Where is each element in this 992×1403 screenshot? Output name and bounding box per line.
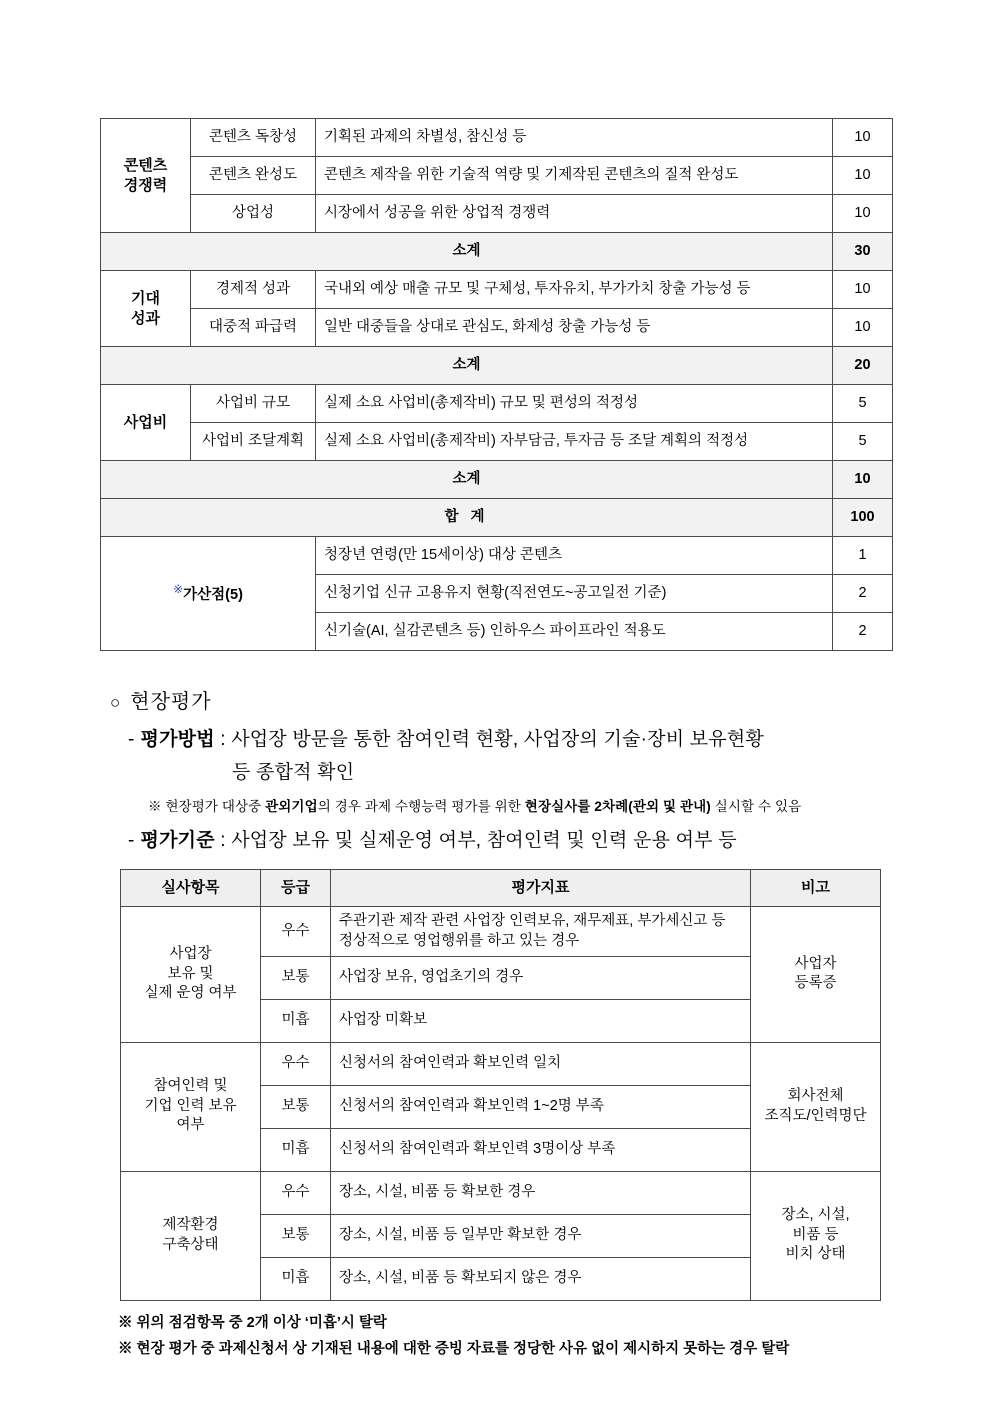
subtotal-label: 소계: [101, 461, 833, 499]
subtotal-points: 30: [833, 233, 893, 271]
total-label: 합 계: [101, 499, 833, 537]
category-cell: 사업비: [101, 385, 191, 461]
subtotal-points: 20: [833, 347, 893, 385]
criteria-label: 평가기준: [140, 829, 215, 851]
grade-cell: 미흡: [261, 999, 331, 1042]
inspection-item-cell: 참여인력 및 기업 인력 보유 여부: [121, 1042, 261, 1171]
table-row: [101, 309, 893, 347]
description-cell: 일반 대중들을 상대로 관심도, 화제성 창출 가능성 등: [316, 309, 833, 347]
indicator-cell: 신청서의 참여인력과 확보인력 1~2명 부족: [331, 1085, 751, 1128]
method-line: [128, 726, 892, 755]
bonus-points: 2: [833, 575, 893, 613]
scoring-table: [100, 118, 893, 651]
description-cell: 실제 소요 사업비(총제작비) 규모 및 편성의 적정성: [316, 385, 833, 423]
method-note-suffix: 실시할 수 있음: [710, 798, 802, 814]
grade-cell: 미흡: [261, 1257, 331, 1300]
bonus-label-cell: [101, 537, 316, 651]
subtotal-label: 소계: [101, 347, 833, 385]
total-row: [101, 499, 893, 537]
points-cell: 10: [833, 271, 893, 309]
table-row: [121, 907, 881, 957]
note-cell: 회사전체 조직도/인력명단: [751, 1042, 881, 1171]
onsite-evaluation-section: [100, 685, 892, 855]
method-note-prefix: ※ 현장평가 대상중: [148, 798, 266, 814]
method-note-middle: 의 경우 과제 수행능력 평가를 위한: [317, 798, 525, 814]
criteria-separator: :: [214, 829, 232, 851]
item-cell: 콘텐츠 완성도: [191, 157, 316, 195]
footnote-2: ※ 현장 평가 중 과제신청서 상 기재된 내용에 대한 증빙 자료를 정당한 사유 없이 제시하지 못하는 경우 탈락: [118, 1341, 790, 1358]
column-header-item: 실사항목: [121, 870, 261, 907]
section-heading-text: 현장평가: [130, 691, 212, 713]
table-row: [101, 271, 893, 309]
dash-bullet-icon: -: [128, 729, 135, 750]
grade-cell: 보통: [261, 956, 331, 999]
subtotal-row: [101, 233, 893, 271]
indicator-cell: 장소, 시설, 비품 등 일부만 확보한 경우: [331, 1214, 751, 1257]
grade-cell: 보통: [261, 1214, 331, 1257]
description-cell: 시장에서 성공을 위한 상업적 경쟁력: [316, 195, 833, 233]
inspection-item-cell: 제작환경 구축상태: [121, 1171, 261, 1300]
method-label: 평가방법: [140, 729, 215, 750]
note-cell: 장소, 시설, 비품 등 비치 상태: [751, 1171, 881, 1300]
points-cell: 10: [833, 195, 893, 233]
circle-bullet-icon: ○: [110, 693, 122, 712]
footnote-1: ※ 위의 점검항목 중 2개 이상 ‘미흡’시 탈락: [118, 1314, 387, 1331]
points-cell: 5: [833, 423, 893, 461]
item-cell: 경제적 성과: [191, 271, 316, 309]
dash-bullet-icon: -: [128, 829, 135, 851]
description-cell: 기획된 과제의 차별성, 참신성 등: [316, 119, 833, 157]
criteria-text: 사업장 보유 및 실제운영 여부, 참여인력 및 인력 운용 여부 등: [231, 829, 737, 851]
item-cell: 대중적 파급력: [191, 309, 316, 347]
bonus-label: 가산점(5): [183, 587, 243, 604]
subtotal-row: [101, 461, 893, 499]
points-cell: 5: [833, 385, 893, 423]
table-row: [101, 423, 893, 461]
bonus-points: 2: [833, 613, 893, 651]
inspection-item-cell: 사업장 보유 및 실제 운영 여부: [121, 907, 261, 1043]
note-cell: 사업자 등록증: [751, 907, 881, 1043]
method-note-bold-1: 관외기업: [265, 798, 318, 814]
grade-cell: 우수: [261, 907, 331, 957]
section-heading: [110, 685, 892, 714]
points-cell: 10: [833, 309, 893, 347]
criteria-line: [128, 827, 892, 856]
bonus-description: 청장년 연령(만 15세이상) 대상 콘텐츠: [316, 537, 833, 575]
method-note: [148, 795, 892, 815]
method-line-continued: 등 종합적 확인: [232, 761, 355, 783]
bonus-description: 신기술(AI, 실감콘텐츠 등) 인하우스 파이프라인 적용도: [316, 613, 833, 651]
points-cell: 10: [833, 119, 893, 157]
indicator-cell: 사업장 보유, 영업초기의 경우: [331, 956, 751, 999]
table-header-row: [121, 870, 881, 907]
description-cell: 콘텐츠 제작을 위한 기술적 역량 및 기제작된 콘텐츠의 질적 완성도: [316, 157, 833, 195]
column-header-grade: 등급: [261, 870, 331, 907]
grade-cell: 보통: [261, 1085, 331, 1128]
table-row: [121, 1042, 881, 1085]
item-cell: 상업성: [191, 195, 316, 233]
points-cell: 10: [833, 157, 893, 195]
method-separator: :: [214, 729, 232, 750]
grade-cell: 미흡: [261, 1128, 331, 1171]
table-row: [101, 385, 893, 423]
indicator-cell: 장소, 시설, 비품 등 확보되지 않은 경우: [331, 1257, 751, 1300]
criteria-table: [120, 869, 881, 1301]
method-text: 사업장 방문을 통한 참여인력 현황, 사업장의 기술·장비 보유현황: [231, 729, 764, 750]
category-cell: 기대 성과: [101, 271, 191, 347]
bonus-row: [101, 537, 893, 575]
item-cell: 사업비 조달계획: [191, 423, 316, 461]
bonus-asterisk: ※: [173, 582, 184, 597]
item-cell: 콘텐츠 독창성: [191, 119, 316, 157]
table-row: [101, 195, 893, 233]
table-row: [101, 119, 893, 157]
grade-cell: 우수: [261, 1171, 331, 1214]
indicator-cell: 주관기관 제작 관련 사업장 인력보유, 재무제표, 부가세신고 등 정상적으로 영업행위를 하고 있는 경우: [331, 907, 751, 957]
column-header-note: 비고: [751, 870, 881, 907]
table-row: [121, 1171, 881, 1214]
category-cell: 콘텐츠 경쟁력: [101, 119, 191, 233]
subtotal-points: 10: [833, 461, 893, 499]
method-note-bold-2: 현장실사를 2차례(관외 및 관내): [524, 798, 711, 814]
bonus-points: 1: [833, 537, 893, 575]
grade-cell: 우수: [261, 1042, 331, 1085]
column-header-indicator: 평가지표: [331, 870, 751, 907]
item-cell: 사업비 규모: [191, 385, 316, 423]
indicator-cell: 신청서의 참여인력과 확보인력 3명이상 부족: [331, 1128, 751, 1171]
description-cell: 실제 소요 사업비(총제작비) 자부담금, 투자금 등 조달 계획의 적정성: [316, 423, 833, 461]
bonus-description: 신청기업 신규 고용유지 현황(직전연도~공고일전 기준): [316, 575, 833, 613]
indicator-cell: 사업장 미확보: [331, 999, 751, 1042]
indicator-cell: 장소, 시설, 비품 등 확보한 경우: [331, 1171, 751, 1214]
description-cell: 국내외 예상 매출 규모 및 구체성, 투자유치, 부가가치 창출 가능성 등: [316, 271, 833, 309]
table-row: [101, 157, 893, 195]
total-points: 100: [833, 499, 893, 537]
indicator-cell: 신청서의 참여인력과 확보인력 일치: [331, 1042, 751, 1085]
subtotal-label: 소계: [101, 233, 833, 271]
subtotal-row: [101, 347, 893, 385]
